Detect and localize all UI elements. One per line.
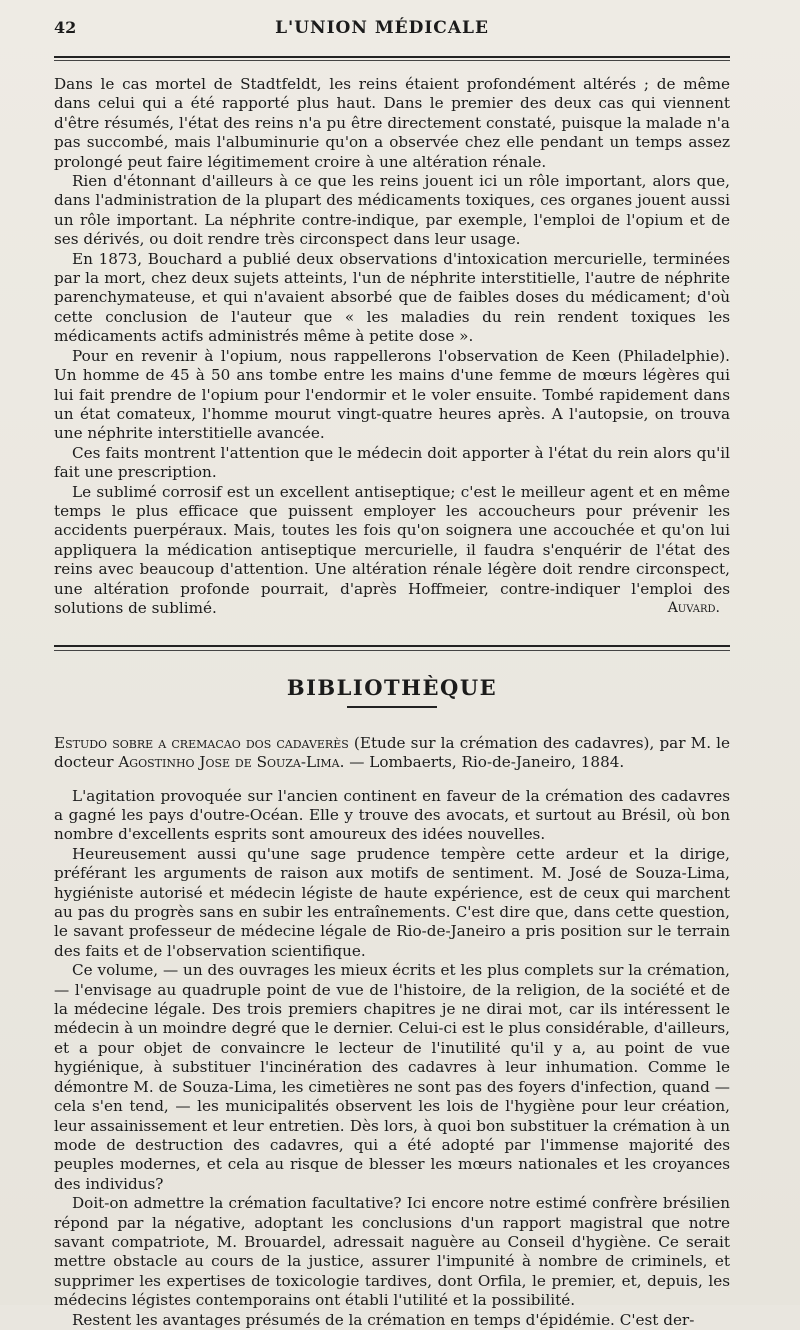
review-citation	[54, 734, 730, 773]
separator-rule-thin	[54, 650, 730, 651]
section-title: BIBLIOTHÈQUE	[286, 674, 498, 700]
section-separator	[54, 645, 730, 651]
review-paragraph: Heureusement aussi qu'une sage prudence tempère cette ardeur et la dirige, préférant les arguments de raison aux motifs de sentiment. M. José de Souza-Lima, hygiéniste autorisé et médecin légiste de haute expérience, est de ceux qui marchent au pas du progrès sans en subir les entraînements. C'est dire que, dans cette question, le savant professeur de médecine légale de Rio-de-Janeiro a pris position sur le terrain des faits et de l'observation scientifique.	[54, 844, 730, 960]
page-header	[54, 18, 730, 48]
header-rule-thin	[54, 60, 730, 61]
review-book-title: Estudo sobre a cremacao dos cadaverès	[54, 733, 349, 752]
author-signature: Auvard.	[667, 600, 720, 617]
review-author: Agostinho Jose de Souza-Lima.	[118, 753, 345, 772]
review-paragraph: Restent les avantages présumés de la crémation en temps d'épidémie. C'est der-	[72, 1310, 695, 1329]
review-body	[54, 787, 730, 1330]
page-number: 42	[54, 18, 77, 37]
review-paragraph: L'agitation provoquée sur l'ancien continent en faveur de la crémation des cadavres a gagné les pays d'outre-Océan. Elle y trouve des avocats, et surtout au Brésil, où bon nombre d'excellents esprits sont amoureux des idées nouvelles.	[54, 786, 730, 844]
review-paragraph: Doit-on admettre la crémation facultative? Ici encore notre estimé confrère brésilien répond par la négative, adoptant les conclusions d'un rapport magistral que notre savant compatriote, M. Brouardel, adressait naguère au Conseil d'hygiène. Ce serait mettre obstacle au cours de la justice, assurer l'impunité à nombre de criminels, et supprimer les expertises de toxicologie tardives, dont Orfila, le premier, et, depuis, les médecins légistes contemporains ont établi l'utilité et la possibilité.	[54, 1194, 730, 1310]
article-paragraph: Le sublimé corrosif est un excellent antiseptique; c'est le meilleur agent et en même temps le plus efficace que puissent employer les accoucheurs pour prévenir les accidents puerpéraux. Mais, toutes les fois qu'on soignera une accouchée et qu'on lui appliquera la médication antiseptique mercurielle, il faudra s'enquérir de l'état des reins avec beaucoup d'attention. Une altération rénale légère doit rendre circonspect, une altération profonde pourrait, d'après Hoffmeier, contre-indiquer l'emploi des solutions de sublimé.	[54, 482, 730, 617]
review-book-subtitle: (Etude sur la crémation des cadavres), par M. le docteur	[54, 733, 731, 772]
separator-rule-thick	[54, 645, 730, 647]
article-paragraph: En 1873, Bouchard a publié deux observations d'intoxication mercurielle, terminées par la mort, chez deux sujets atteints, l'un de néphrite interstitielle, l'autre de néphrite parenchymateuse, et qui n'avaient absorbé que de faibles doses du médicament; d'où cette conclusion de l'auteur que « les maladies du rein rendent toxiques les médicaments actifs administrés même à petite dose ».	[54, 249, 730, 346]
review-paragraph: Ce volume, — un des ouvrages les mieux écrits et les plus complets sur la crémation, — l'envisage au quadruple point de vue de l'histoire, de la religion, de la société et de la médecine légale. Des trois premiers chapitres je ne dirai mot, car ils intéressent le médecin à un moindre degré que le dernier. Celui-ci est le plus considérable, d'ailleurs, et a pour objet de convaincre le lecteur de l'inutilité qu'il y a, au point de vue hygiénique, à substituer l'incinération des cadavres à leur inhumation. Comme le démontre M. de Souza-Lima, les cimetières ne sont pas des foyers d'infection, quand — cela s'en tend, — les municipalités observent les lois de l'hygiène pour leur création, leur assainissement et leur entretien. Dès lors, à quoi bon substituer la crémation à un mode de destruction des cadavres, qui a été adopté par l'immense majorité des peuples modernes, et cela au risque de blesser les mœurs nationales et les croyances des individus?	[54, 961, 730, 1193]
article-paragraph: Dans le cas mortel de Stadtfeldt, les reins étaient profondément altérés ; de même dans celui qui a été rapporté plus haut. Dans le premier des deux cas qui viennent d'être résumés, l'état des reins n'a pu être directement constaté, puisque la malade n'a pas succombé, mais l'albuminurie qu'on a observée chez elle pendant un temps assez prolongé peut faire légitimement croire à une altération rénale.	[54, 75, 730, 171]
header-rule	[54, 56, 730, 58]
article-end	[54, 75, 730, 619]
section-title-underline	[347, 706, 437, 708]
article-paragraph: Rien d'étonnant d'ailleurs à ce que les reins jouent ici un rôle important, alors que, dans l'administration de la plupart des médicaments toxiques, ces organes jouent aussi un rôle important. La néphrite contre-indique, par exemple, l'emploi de l'opium et de ses dérivés, ou doit rendre très circonspect dans leur usage.	[54, 172, 730, 249]
review-publisher: — Lombaerts, Rio-de-Janeiro, 1884.	[344, 753, 625, 772]
article-paragraph: Ces faits montrent l'attention que le médecin doit apporter à l'état du rein alors qu'il fait une prescription.	[54, 443, 730, 482]
article-paragraph: Pour en revenir à l'opium, nous rappellerons l'observation de Keen (Philadelphie). Un homme de 45 à 50 ans tombe entre les mains d'une femme de mœurs légères qui lui fait prendre de l'opium pour l'endormir et le voler ensuite. Tombé rapidement dans un état comateux, l'homme mourut vingt-quatre heures après. A l'autopsie, on trouva une néphrite interstitielle avancée.	[54, 346, 730, 443]
running-title: L'UNION MÉDICALE	[275, 18, 489, 38]
